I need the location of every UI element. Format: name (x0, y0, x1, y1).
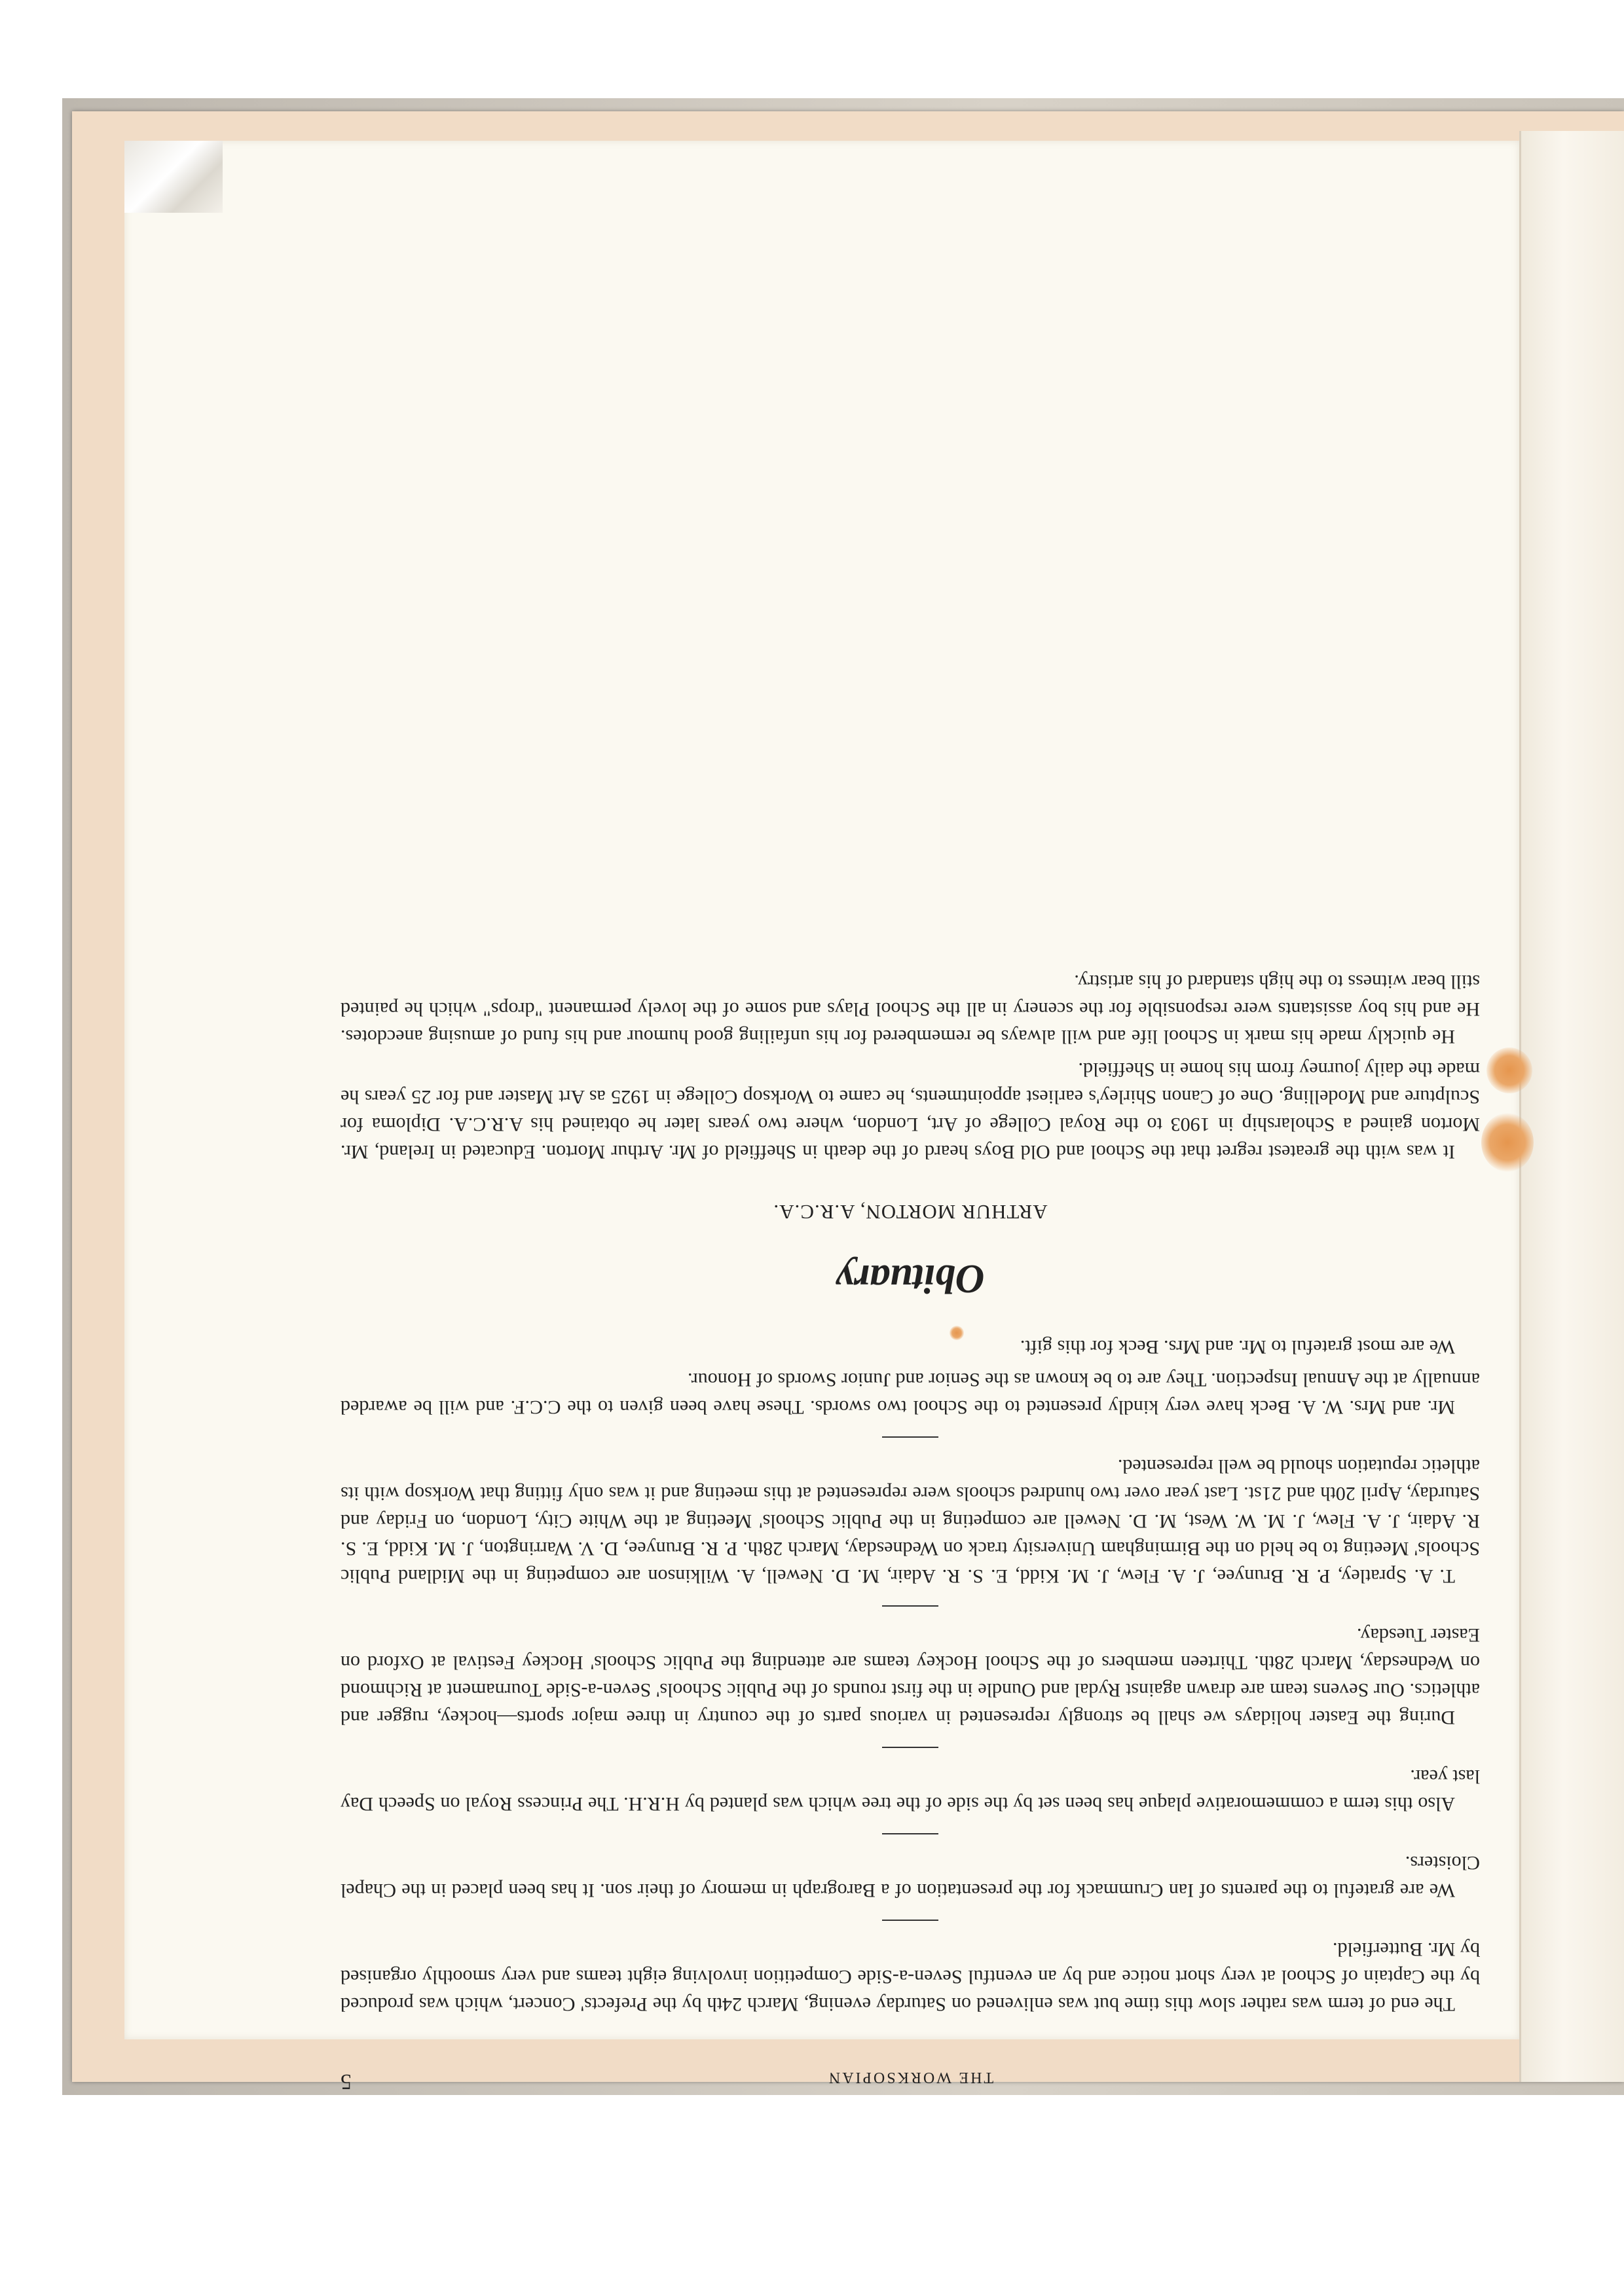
news-paragraph-swords-thanks: We are most grateful to Mr. and Mrs. Beck for this gift. (1020, 1336, 1455, 1358)
news-paragraph-end-of-term: The end of term was rather slow this time but was enlivened on Saturday evening, March 24th by the Prefects' Concert, which was produced by the Captain of School at very short notice and by an eventful Seven-a-Side Competition involving eight teams and very smoothly organised by Mr. Butterfield. (341, 1939, 1480, 2015)
section-divider (882, 1605, 938, 1607)
obituary-paragraph-2: He quickly made his mark in School life and will always be remembered for his unfailing good humour and his fund of amusing anecdotes. He and his boy assistants were responsible for the scenery in all the School Plays and some of the lovely permanent "drops" which he painted still bear witness to the high standard of his artistry. (341, 971, 1480, 1048)
rust-stain (1486, 1048, 1532, 1093)
rust-stain (1481, 1113, 1534, 1172)
news-paragraph-swords: Mr. and Mrs. W. A. Beck have very kindly presented to the School two swords. These have been given to the C.C.F. and will be awarded annually at the Annual Inspection. They are to be known as the Senior and Junior Swords of Honour. (341, 1369, 1480, 1418)
obituary-heading: Obituary (836, 1256, 985, 1301)
news-paragraph-plaque: Also this term a commemorative plaque has been set by the side of the tree which was planted by H.R.H. The Princess Royal on Speech Day last year. (341, 1766, 1480, 1815)
journal-title: THE WORKSOPIAN (826, 2069, 994, 2086)
obituary-subheading: ARTHUR MORTON, A.R.C.A. (773, 1201, 1048, 1224)
section-divider (882, 1833, 938, 1834)
facing-page-edge (1519, 131, 1624, 2082)
running-head (341, 2062, 1480, 2095)
section-divider (882, 1920, 938, 1921)
news-paragraph-easter-sports: During the Easter holidays we shall be strongly represented in various parts of the country in three major sports—hockey, rugger and athletics. Our Sevens team are drawn against Rydal and Oundle in the first rounds of the Public Schools' Seven-a-Side Tournament at Richmond on Wednesday, March 28th. Thirteen members of the School Hockey teams are attending the Public Schools' Hockey Festival at Oxford on Easter Tuesday. (341, 1624, 1480, 1728)
torn-page-corner (124, 141, 223, 213)
obituary-paragraph-1: It was with the greatest regret that the School and Old Boys heard of the death in Sheffield of Mr. Arthur Morton. Educated in Ireland, Mr. Morton gained a Scholarship in 1903 to the Royal College of Art, London, where two years later he obtained his A.R.C.A. Diploma for Sculpture and Modelling. One of Canon Shirley's earliest appointments, he came to Worksop College in 1925 as Art Master and for 25 years he made the daily journey from his home in Sheffield. (341, 1059, 1480, 1163)
page-text-upside-down (341, 393, 1480, 2095)
section-divider (882, 1747, 938, 1748)
news-paragraph-barograph: We are grateful to the parents of Ian Crummack for the presentation of a Barograph in memory of their son. It has been placed in the Chapel Cloisters. (341, 1852, 1480, 1901)
section-divider (882, 1436, 938, 1438)
news-paragraph-athletics: T. A. Spratley, P. R. Brunyee, J. A. Flew, J. M. Kidd, E. S. R. Adair, M. D. Newell, A. Wilkinson are competing in the Midland Public Schools' Meeting to be held on the Birmingham University track on Wednesday, March 28th. P. R. Brunyee, D. V. Warrington, J. M. Kidd, E. S. R. Adair, J. A. Flew, J. M. W. West, M. D. Newell are competing in the Public Schools' Meeting at the White City, London, on Friday and Saturday, April 20th and 21st. Last year over two hundred schools were represented at this meeting and it was only fitting that Worksop with its athletic reputation should be well represented. (341, 1455, 1480, 1587)
page-number: 5 (341, 2069, 352, 2094)
